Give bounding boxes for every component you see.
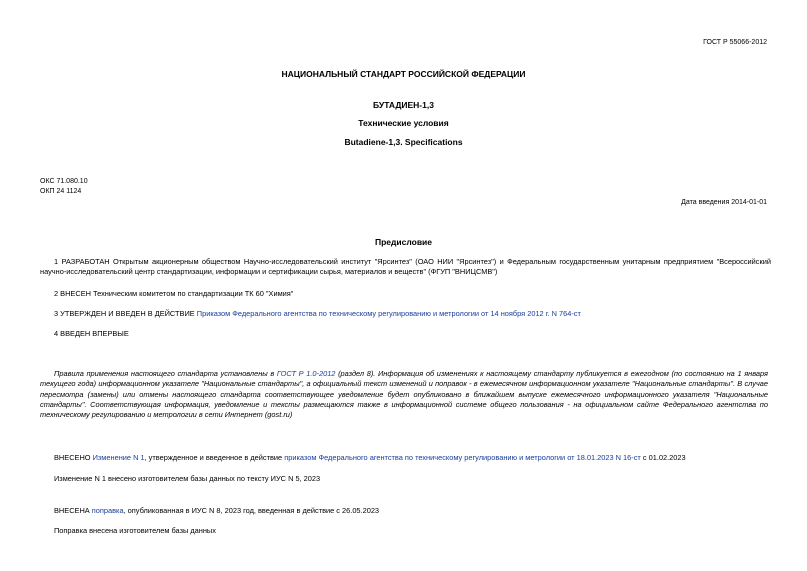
preface-item-3-text: 3 УТВЕРЖДЕН И ВВЕДЕН В ДЕЙСТВИЕ [54, 309, 197, 318]
rules-text-start: Правила применения настоящего стандарта установлены в [54, 369, 277, 378]
correction-note: Поправка внесена изготовителем базы данных [54, 526, 216, 535]
introduction-date: Дата введения 2014-01-01 [681, 199, 767, 206]
preface-item-4: 4 ВВЕДЕН ВПЕРВЫЕ [54, 329, 129, 338]
preface-item-1 [40, 257, 771, 278]
order-16-link[interactable]: приказом Федерального агентства по техническому регулированию и метрологии от 18.01.2023 N 16-ст [284, 453, 641, 462]
correction-prefix: ВНЕСЕНА [54, 506, 92, 515]
preface-item-2: 2 ВНЕСЕН Техническим комитетом по стандартизации ТК 60 "Химия" [54, 289, 294, 298]
standard-category-title: НАЦИОНАЛЬНЫЙ СТАНДАРТ РОССИЙСКОЙ ФЕДЕРАЦИИ [281, 69, 526, 79]
correction-line [54, 506, 379, 516]
amendment-1-note: Изменение N 1 внесено изготовителем базы данных по тексту ИУС N 5, 2023 [54, 474, 321, 483]
amendment-1-link[interactable]: Изменение N 1 [92, 453, 145, 462]
preface-item-3 [54, 309, 581, 319]
preface-item-1-text: 1 РАЗРАБОТАН Открытым акционерным обществом Научно-исследовательский институт "Ярсинтез" (ОАО НИИ "Ярсинтез") и Федеральным государственным унитарным предприятием "Всероссийский научно-исследовательский центр стандартизации, информации и сертификации сырья, материалов и веществ" (ФГУП "ВНИЦСМВ") [40, 257, 771, 277]
document-code: ГОСТ Р 55066-2012 [703, 39, 767, 46]
oks-code: ОКС 71.080.10 [40, 178, 88, 185]
standard-english-title: Butadiene-1,3. Specifications [344, 137, 463, 147]
standard-name: БУТАДИЕН-1,3 [373, 100, 434, 110]
order-764-link[interactable]: Приказом Федерального агентства по техническому регулированию и метрологии от 14 ноября 2012 г. N 764-ст [196, 309, 581, 318]
amendment-1-prefix: ВНЕСЕНО [54, 453, 93, 462]
gost-r-1-0-2012-link[interactable]: ГОСТ Р 1.0-2012 [276, 369, 336, 378]
okp-code: ОКП 24 1124 [40, 188, 82, 195]
amendment-1-mid: , утвержденное и введенное в действие [144, 453, 285, 462]
amendment-1-suffix: с 01.02.2023 [640, 453, 686, 462]
rules-text-end: (раздел 8). Информация об изменениях к настоящему стандарту публикуется в ежегодном (по состоянию на 1 января текущего года) информационном указателе "Национальные стандарты", а официальный текст изменений и поправок - в ежемесячном информационном указателе "Национальные стандарты". В случае пересмотра (замены) или отмены настоящего стандарта соответствующее уведомление будет опубликовано в ближайшем выпуске ежемесячного информационного указателя "Национальные стандарты". Соответствующая информация, уведомление и тексты размещаются также в информационной системе общего пользования - на официальном сайте Федерального агентства по техническому регулированию и метрологии в сети Интернет (gost.ru) [40, 369, 769, 420]
correction-suffix: , опубликованная в ИУС N 8, 2023 год, введенная в действие с 26.05.2023 [123, 506, 380, 515]
amendment-1-line [54, 453, 686, 463]
standard-subtitle: Технические условия [358, 118, 449, 128]
preface-heading: Предисловие [374, 237, 433, 247]
correction-link[interactable]: поправка [91, 506, 124, 515]
application-rules-paragraph [40, 369, 768, 420]
